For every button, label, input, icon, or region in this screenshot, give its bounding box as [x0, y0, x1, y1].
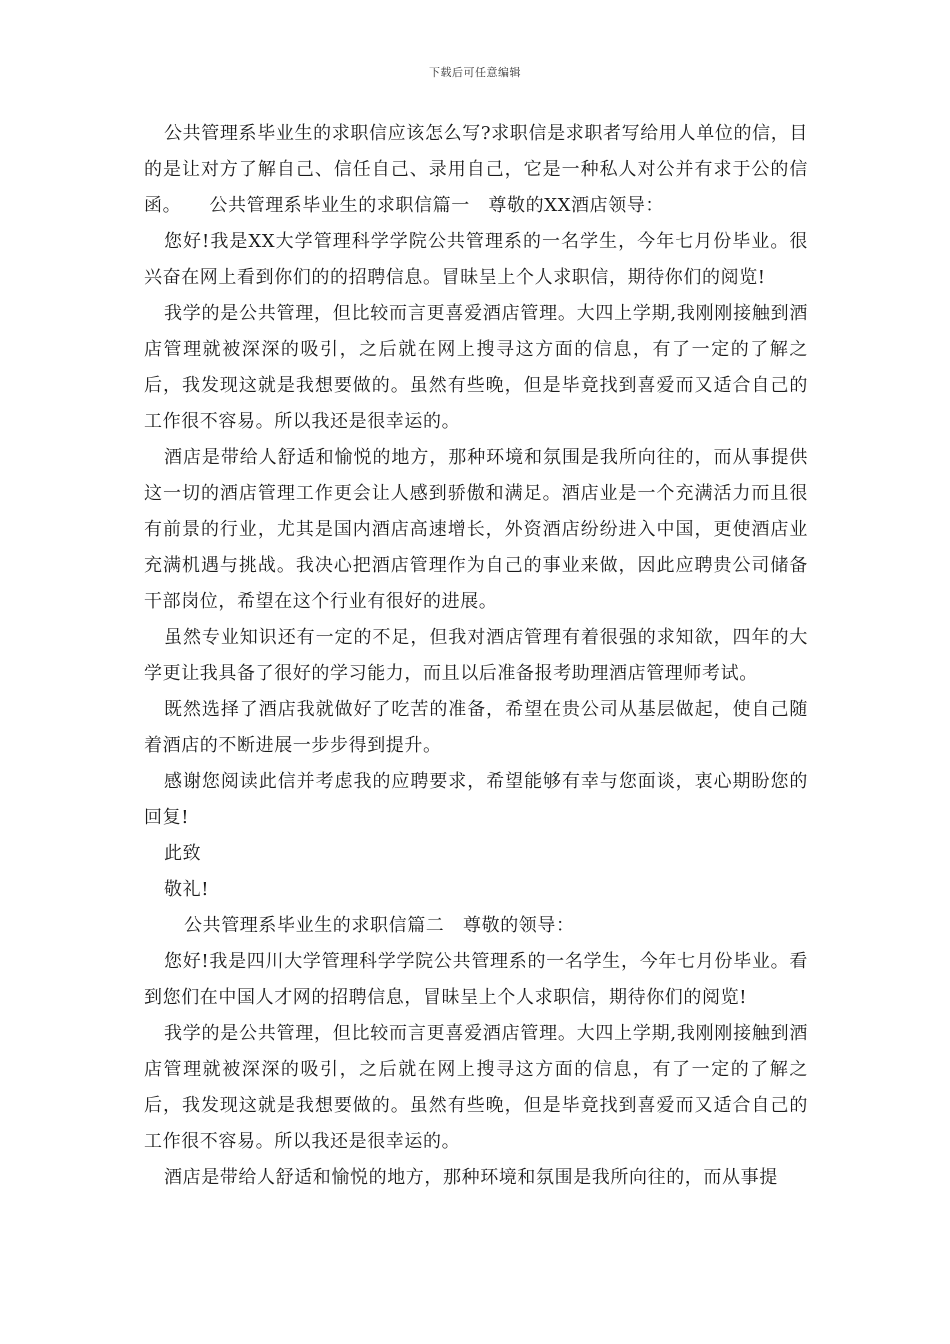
header-note: 下载后可任意编辑 — [429, 66, 521, 79]
hotel-paragraph-2: 酒店是带给人舒适和愉悦的地方，那种环境和氛围是我所向往的，而从事提 — [164, 1167, 778, 1188]
commitment-paragraph: 既然选择了酒店我就做好了吃苦的准备，希望在贵公司从基层做起，使自己随着酒店的不断进展一步步得到提升。 — [144, 699, 808, 756]
letter-body — [144, 116, 808, 1196]
closing-line: 此致 — [164, 843, 202, 864]
salutation-line: 敬礼! — [164, 879, 210, 900]
skills-paragraph: 虽然专业知识还有一定的不足，但我对酒店管理有着很强的求知欲，四年的大学更让我具备了很好的学习能力，而且以后准备报考助理酒店管理师考试。 — [144, 627, 808, 684]
study-paragraph: 我学的是公共管理，但比较而言更喜爱酒店管理。大四上学期,我刚刚接触到酒店管理就被深深的吸引，之后就在网上搜寻这方面的信息，有了一定的了解之后，我发现这就是我想要做的。虽然有些晚，但是毕竟找到喜爱而又适合自己的工作很不容易。所以我还是很幸运的。 — [144, 303, 808, 432]
hotel-paragraph: 酒店是带给人舒适和愉悦的地方，那种环境和氛围是我所向往的，而从事提供这一切的酒店管理工作更会让人感到骄傲和满足。酒店业是一个充满活力而且很有前景的行业，尤其是国内酒店高速增长，外资酒店纷纷进入中国，更使酒店业充满机遇与挑战。我决心把酒店管理作为自己的事业来做，因此应聘贵公司储备干部岗位，希望在这个行业有很好的进展。 — [144, 447, 808, 612]
greeting-paragraph: 您好!我是XX大学管理科学学院公共管理系的一名学生，今年七月份毕业。很兴奋在网上看到你们的的招聘信息。冒昧呈上个人求职信，期待你们的阅览! — [144, 231, 808, 288]
intro-paragraph: 公共管理系毕业生的求职信应该怎么写?求职信是求职者写给用人单位的信，目的是让对方了解自己、信任自己、录用自己，它是一种私人对公并有求于公的信函。 公共管理系毕业生的求职信篇一 尊敬的XX酒店领导： — [144, 123, 808, 216]
greeting-paragraph-2: 您好!我是四川大学管理科学学院公共管理系的一名学生，今年七月份毕业。看到您们在中国人才网的招聘信息，冒昧呈上个人求职信，期待你们的阅览! — [144, 951, 808, 1008]
study-paragraph-2: 我学的是公共管理，但比较而言更喜爱酒店管理。大四上学期,我刚刚接触到酒店管理就被深深的吸引，之后就在网上搜寻这方面的信息，有了一定的了解之后，我发现这就是我想要做的。虽然有些晚，但是毕竟找到喜爱而又适合自己的工作很不容易。所以我还是很幸运的。 — [144, 1023, 808, 1152]
section-two-heading: 公共管理系毕业生的求职信篇二 尊敬的领导： — [184, 915, 575, 936]
thanks-paragraph: 感谢您阅读此信并考虑我的应聘要求，希望能够有幸与您面谈，衷心期盼您的回复! — [144, 771, 808, 828]
